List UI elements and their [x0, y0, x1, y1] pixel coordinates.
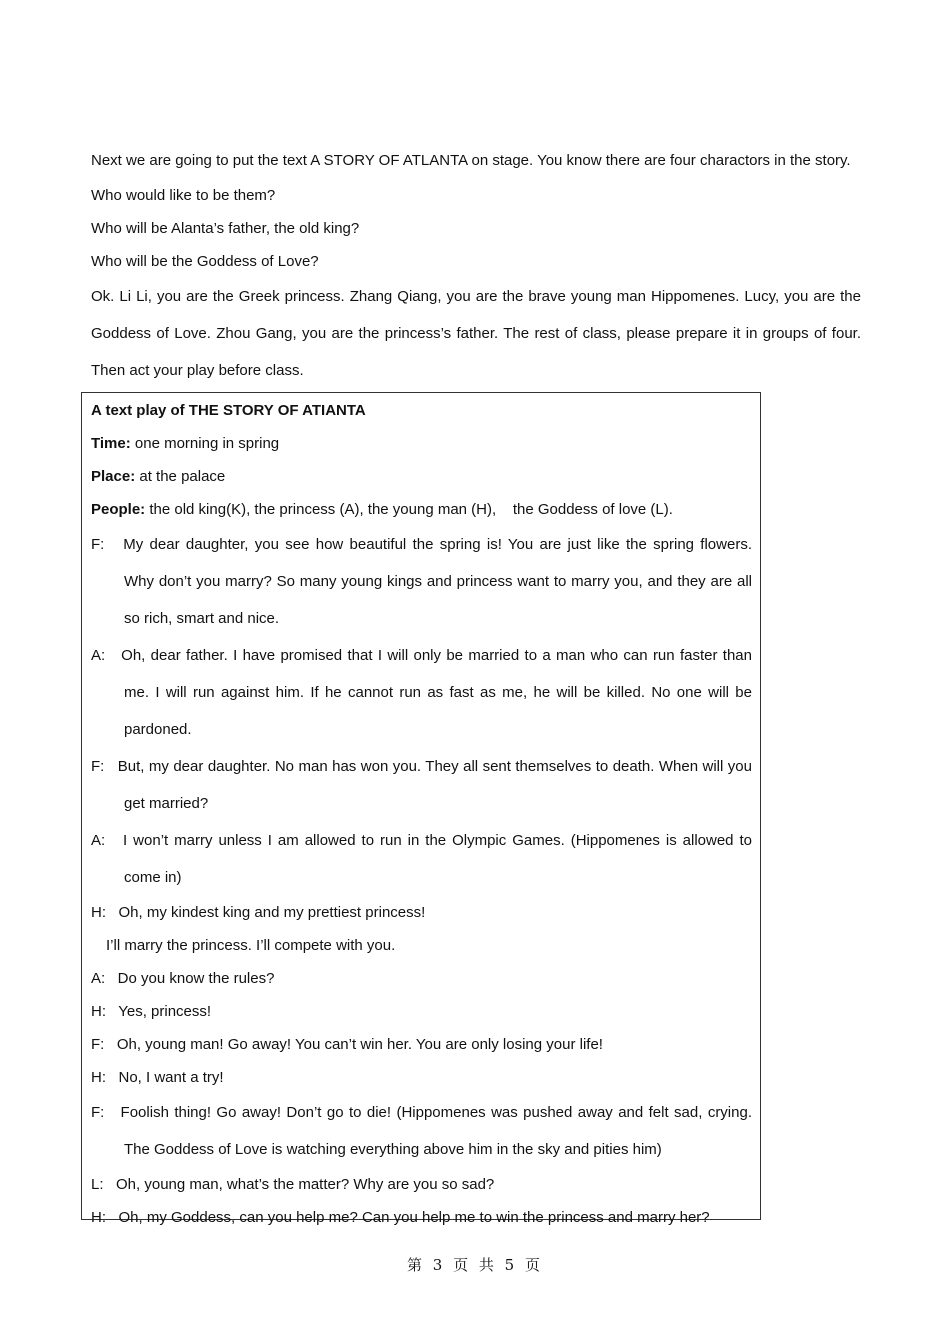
dialogue-line: [91, 822, 752, 896]
dialogue-continuation: Why don’t you marry? So many young kings and princess want to marry you, and they are all: [124, 573, 752, 590]
dialogue-first-line: H: Oh, my Goddess, can you help me? Can you help me to win the princess and marry her?: [91, 1209, 710, 1226]
dialogue-line: [91, 1201, 752, 1234]
page-footer: 第 3 页 共 5 页: [407, 1256, 543, 1274]
dialogue-first-line: F: My dear daughter, you see how beautiful the spring is! You are just like the spring flowers.: [91, 536, 752, 553]
dialogue-line: [91, 1094, 752, 1168]
play-people: People: the old king(K), the princess (A), the young man (H), the Goddess of love (L).: [91, 501, 673, 518]
dialogue-first-line: F: Oh, young man! Go away! You can’t win her. You are only losing your life!: [91, 1036, 603, 1053]
dialogue-first-line: H: Oh, my kindest king and my prettiest princess!: [91, 904, 426, 921]
dialogue-line: [91, 995, 752, 1028]
dialogue-first-line: I’ll marry the princess. I’ll compete with you.: [106, 937, 396, 954]
dialogue-continuation: The Goddess of Love is watching everything above him in the sky and pities him): [124, 1141, 662, 1158]
play-time: Time: one morning in spring: [91, 435, 280, 452]
dialogue-line: [91, 1061, 752, 1094]
dialogue-line: [91, 929, 752, 962]
dialogue-continuation: come in): [124, 869, 182, 886]
dialogue-line: [91, 896, 752, 929]
intro-line: Who would like to be them?: [91, 187, 276, 204]
intro-line: Next we are going to put the text A STORY OF ATLANTA on stage. You know there are four charactors in the story.: [91, 152, 851, 169]
dialogue-continuation: get married?: [124, 795, 209, 812]
intro-line: Who will be Alanta’s father, the old king?: [91, 220, 360, 237]
dialogue-first-line: H: No, I want a try!: [91, 1069, 224, 1086]
intro-line: Who will be the Goddess of Love?: [91, 253, 319, 270]
intro-paragraph-line: Then act your play before class.: [91, 362, 304, 379]
intro-section: [91, 142, 861, 389]
dialogue-line: [91, 748, 752, 822]
dialogue-first-line: L: Oh, young man, what’s the matter? Why are you so sad?: [91, 1176, 495, 1193]
play-script-box: [81, 392, 761, 1226]
dialogue-line: [91, 637, 752, 748]
dialogue-continuation: so rich, smart and nice.: [124, 610, 280, 627]
dialogue-first-line: H: Yes, princess!: [91, 1003, 212, 1020]
dialogue-list: [91, 526, 752, 1234]
dialogue-first-line: A: I won’t marry unless I am allowed to run in the Olympic Games. (Hippomenes is allowed to: [91, 832, 752, 849]
play-title: A text play of THE STORY OF ATIANTA: [91, 402, 366, 419]
dialogue-first-line: A: Oh, dear father. I have promised that I will only be married to a man who can run faster than: [91, 647, 752, 664]
play-place: Place: at the palace: [91, 468, 226, 485]
dialogue-first-line: A: Do you know the rules?: [91, 970, 275, 987]
dialogue-continuation: pardoned.: [124, 721, 192, 738]
intro-paragraph-line: Goddess of Love. Zhou Gang, you are the princess’s father. The rest of class, please prepare it in groups of four.: [91, 325, 861, 342]
dialogue-line: [91, 962, 752, 995]
dialogue-first-line: F: Foolish thing! Go away! Don’t go to die! (Hippomenes was pushed away and felt sad, crying.: [91, 1104, 752, 1121]
dialogue-line: [91, 526, 752, 637]
intro-paragraph-line: Ok. Li Li, you are the Greek princess. Zhang Qiang, you are the brave young man Hippomenes. Lucy, you are the: [91, 288, 861, 305]
dialogue-line: [91, 1168, 752, 1201]
dialogue-line: [91, 1028, 752, 1061]
dialogue-first-line: F: But, my dear daughter. No man has won you. They all sent themselves to death. When will you: [91, 758, 752, 775]
dialogue-continuation: me. I will run against him. If he cannot run as fast as me, he will be killed. No one will be: [124, 684, 752, 701]
